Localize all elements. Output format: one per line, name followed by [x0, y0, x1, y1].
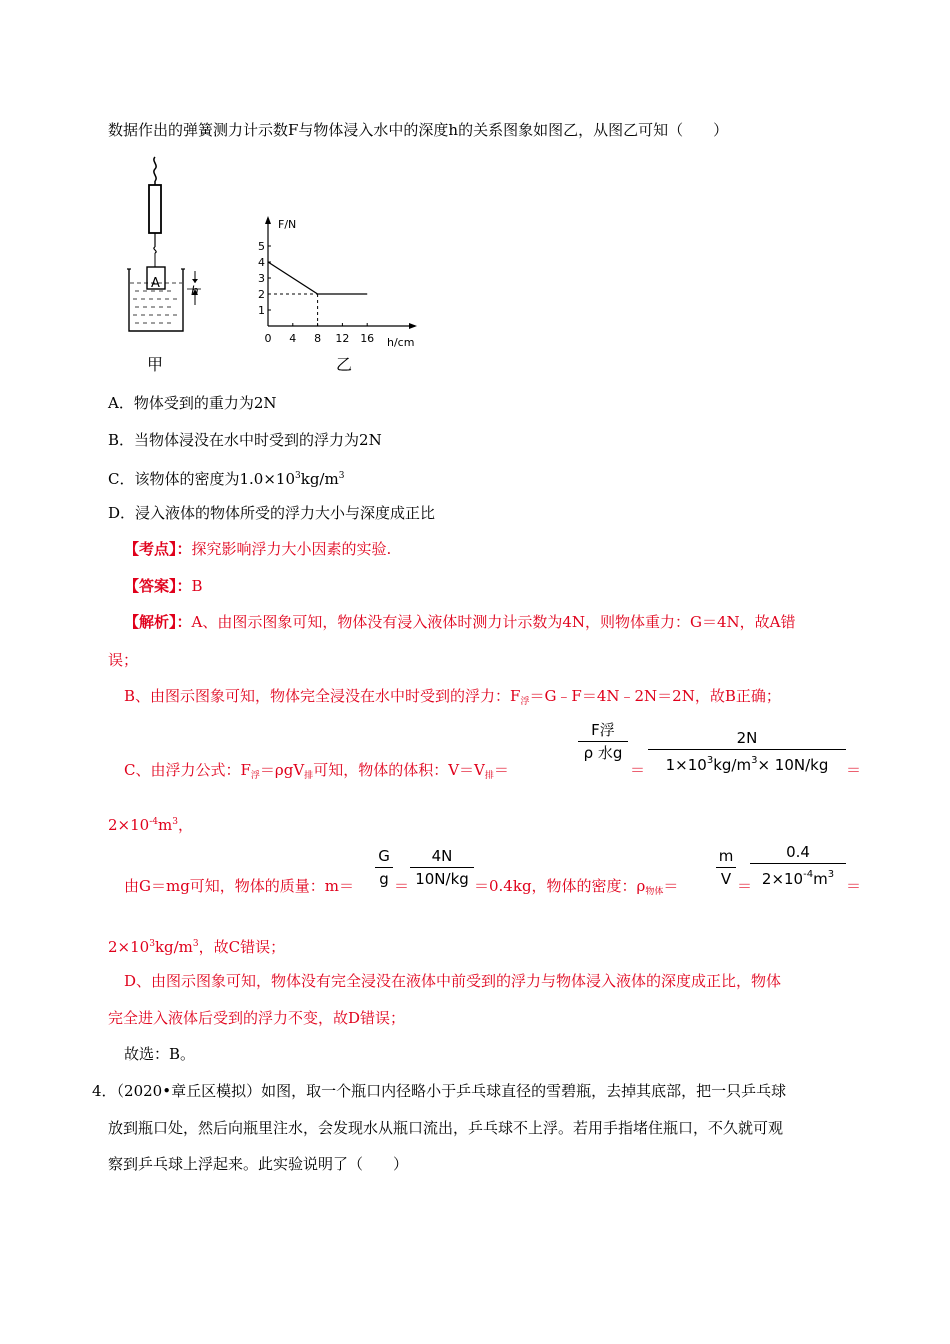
- analysis-density-result: [108, 934, 285, 957]
- fraction-mass: [410, 846, 474, 889]
- analysis-c-mid2: 可知，物体的体积：V＝V: [313, 761, 485, 779]
- rho-part: ，故C错误；: [198, 938, 286, 956]
- analysis-c-sub1: 浮: [250, 771, 260, 781]
- answer: [124, 576, 203, 596]
- fraction-den: V: [720, 870, 732, 888]
- y-tick-label: 5: [258, 240, 265, 253]
- option-c-unit: kg/m: [300, 470, 339, 488]
- analysis-mass-post: [474, 876, 678, 902]
- analysis-b-line: [124, 686, 781, 712]
- x-tick-label: 4: [289, 332, 297, 345]
- y-axis-arrow: [265, 216, 271, 224]
- rho-exp: 3: [149, 939, 155, 949]
- force-depth-chart: [250, 208, 440, 358]
- intro-line: 数据作出的弹簧测力计示数F与物体浸入水中的深度h的关系图象如图乙，从图乙可知（ ）: [108, 121, 729, 139]
- fraction-buoyancy: [578, 720, 628, 763]
- option-c: [108, 466, 344, 489]
- den-part: 1×10: [665, 756, 707, 774]
- option-d: D．浸入液体的物体所受的浮力大小与深度成正比: [108, 504, 436, 522]
- den-exp: 3: [751, 755, 758, 766]
- analysis-volume-result: [108, 812, 193, 835]
- den-part: kg/m: [713, 756, 752, 774]
- den-part: × 10N/kg: [757, 756, 829, 774]
- option-a: A．物体受到的重力为2N: [108, 394, 277, 412]
- fraction-g-over-g: [375, 846, 393, 889]
- x-tick-label: 12: [335, 332, 350, 345]
- analysis-b-sub: 浮: [520, 697, 530, 707]
- x-tick-label: 8: [314, 332, 322, 345]
- fraction-bar: [578, 741, 628, 742]
- fraction-num: m: [718, 847, 734, 865]
- analysis-c-eq: ＝: [493, 761, 509, 779]
- q4-line3: 察到乒乓球上浮起来。此实验说明了（ ）: [108, 1155, 409, 1173]
- den-exp: 3: [827, 869, 835, 880]
- analysis-c-mid: ＝ρgV: [259, 761, 305, 779]
- rho-part: 2×10: [108, 938, 150, 956]
- depth-label: h: [191, 284, 199, 298]
- eq-sign: ＝: [663, 877, 679, 895]
- analysis-b-post: ＝G﹣F＝4N﹣2N＝2N，故B正确；: [529, 687, 781, 705]
- caption-yi: 乙: [336, 355, 353, 374]
- y-tick-label: 4: [258, 256, 265, 269]
- fraction-buoyancy-num: F浮: [591, 721, 615, 739]
- analysis-d-line2: 完全进入液体后受到的浮力不变，故D错误；: [108, 1009, 406, 1027]
- vol-part: ，: [177, 816, 193, 834]
- eq-sign-1: ＝: [630, 761, 646, 779]
- analysis-a-line2: 误；: [108, 651, 139, 669]
- vol-part: 2×10: [108, 816, 150, 834]
- analysis-c-line: [124, 760, 509, 786]
- fraction-bar: [648, 749, 846, 750]
- x-tick-label: 0: [264, 332, 272, 345]
- option-b: B．当物体浸没在水中时受到的浮力为2N: [108, 431, 382, 449]
- den-part: 2×10: [761, 870, 804, 888]
- figure-yi: [250, 208, 440, 358]
- rho-exp: 3: [192, 939, 199, 949]
- vol-exp: 3: [172, 817, 178, 827]
- eq-sign-5: ＝: [846, 877, 862, 895]
- fraction-volume: [648, 728, 846, 775]
- fraction-density: [750, 842, 846, 889]
- fraction-den: g: [379, 870, 389, 888]
- figure-jia: [125, 155, 195, 355]
- analysis-c-sub3: 排: [484, 771, 494, 781]
- y-tick-label: 2: [258, 288, 265, 301]
- x-tick-label: 16: [360, 332, 375, 345]
- series-line: [268, 262, 367, 294]
- analysis-b-pre: B、由图示图象可知，物体完全浸没在水中时受到的浮力：F: [124, 687, 521, 705]
- caption-jia: 甲: [147, 355, 164, 374]
- analysis-d-line1: D、由图示图象可知，物体没有完全浸没在液体中前受到的浮力与物体浸入液体的深度成正比，物体: [124, 972, 782, 990]
- vol-exp: -4: [149, 817, 158, 827]
- eq-sign-2: ＝: [846, 761, 862, 779]
- den-exp: 3: [706, 755, 714, 766]
- fraction-num: 4N: [431, 847, 453, 865]
- fraction-volume-num: 2N: [736, 729, 758, 747]
- fraction-bar: [750, 863, 846, 864]
- answer-tag: 【答案】：: [124, 577, 192, 595]
- analysis-mass-pre: 由G＝mg可知，物体的质量：m＝: [124, 877, 355, 895]
- answer-text: B: [191, 577, 203, 595]
- kaodian-text: 探究影响浮力大小因素的实验.: [191, 540, 392, 558]
- rho-part: kg/m: [154, 938, 193, 956]
- analysis-c-pre: C、由浮力公式：F: [124, 761, 251, 779]
- option-c-unit-exp: 3: [338, 471, 345, 481]
- fraction-num: G: [378, 847, 390, 865]
- option-c-exp: 3: [295, 471, 301, 481]
- fraction-bar: [716, 867, 736, 868]
- analysis-c-sub2: 排: [304, 771, 314, 781]
- den-part: m: [813, 870, 828, 888]
- density-sub: 物体: [645, 887, 664, 897]
- analysis-tag: 【解析】：: [124, 613, 192, 631]
- fraction-m-over-v: [716, 846, 736, 889]
- analysis-a-text: A、由图示图象可知，物体没有浸入液体时测力计示数为4N，则物体重力：G＝4N，故A错: [191, 613, 796, 631]
- q4-line1: 4．（2020•章丘区模拟）如图，取一个瓶口内径略小于乒乓球直径的雪碧瓶，去掉其底部，把一只乒乓球: [92, 1082, 787, 1100]
- y-axis-label: F/N: [278, 218, 297, 231]
- mass-post: ＝0.4kg，物体的密度：ρ: [474, 877, 646, 895]
- fraction-den: 10N/kg: [415, 870, 469, 888]
- den-exp: -4: [803, 869, 814, 880]
- eq-sign-4: ＝: [737, 877, 753, 895]
- eq-sign-3: ＝: [394, 877, 410, 895]
- option-c-text: C．该物体的密度为1.0×10: [108, 470, 295, 488]
- fraction-volume-den: [648, 751, 846, 775]
- kaodian-tag: 【考点】：: [124, 540, 192, 558]
- block-label: A: [151, 276, 160, 291]
- vol-part: m: [157, 816, 173, 834]
- y-tick-label: 1: [258, 304, 265, 317]
- kaodian: [124, 539, 391, 559]
- fraction-buoyancy-den: ρ 水g: [583, 744, 623, 762]
- x-axis-label: h/cm: [387, 336, 415, 349]
- spring-scale-diagram: [125, 155, 205, 340]
- analysis-choice: 故选：B。: [124, 1045, 196, 1063]
- fraction-num: 0.4: [786, 843, 810, 861]
- q4-line2: 放到瓶口处，然后向瓶里注水，会发现水从瓶口流出，乒乓球不上浮。若用手指堵住瓶口，不久就可观: [108, 1119, 784, 1137]
- y-tick-label: 3: [258, 272, 265, 285]
- analysis-a-line1: [124, 612, 796, 632]
- fraction-bar: [410, 867, 474, 868]
- x-axis-arrow: [409, 323, 417, 329]
- fraction-den: [750, 865, 846, 889]
- fraction-bar: [375, 867, 393, 868]
